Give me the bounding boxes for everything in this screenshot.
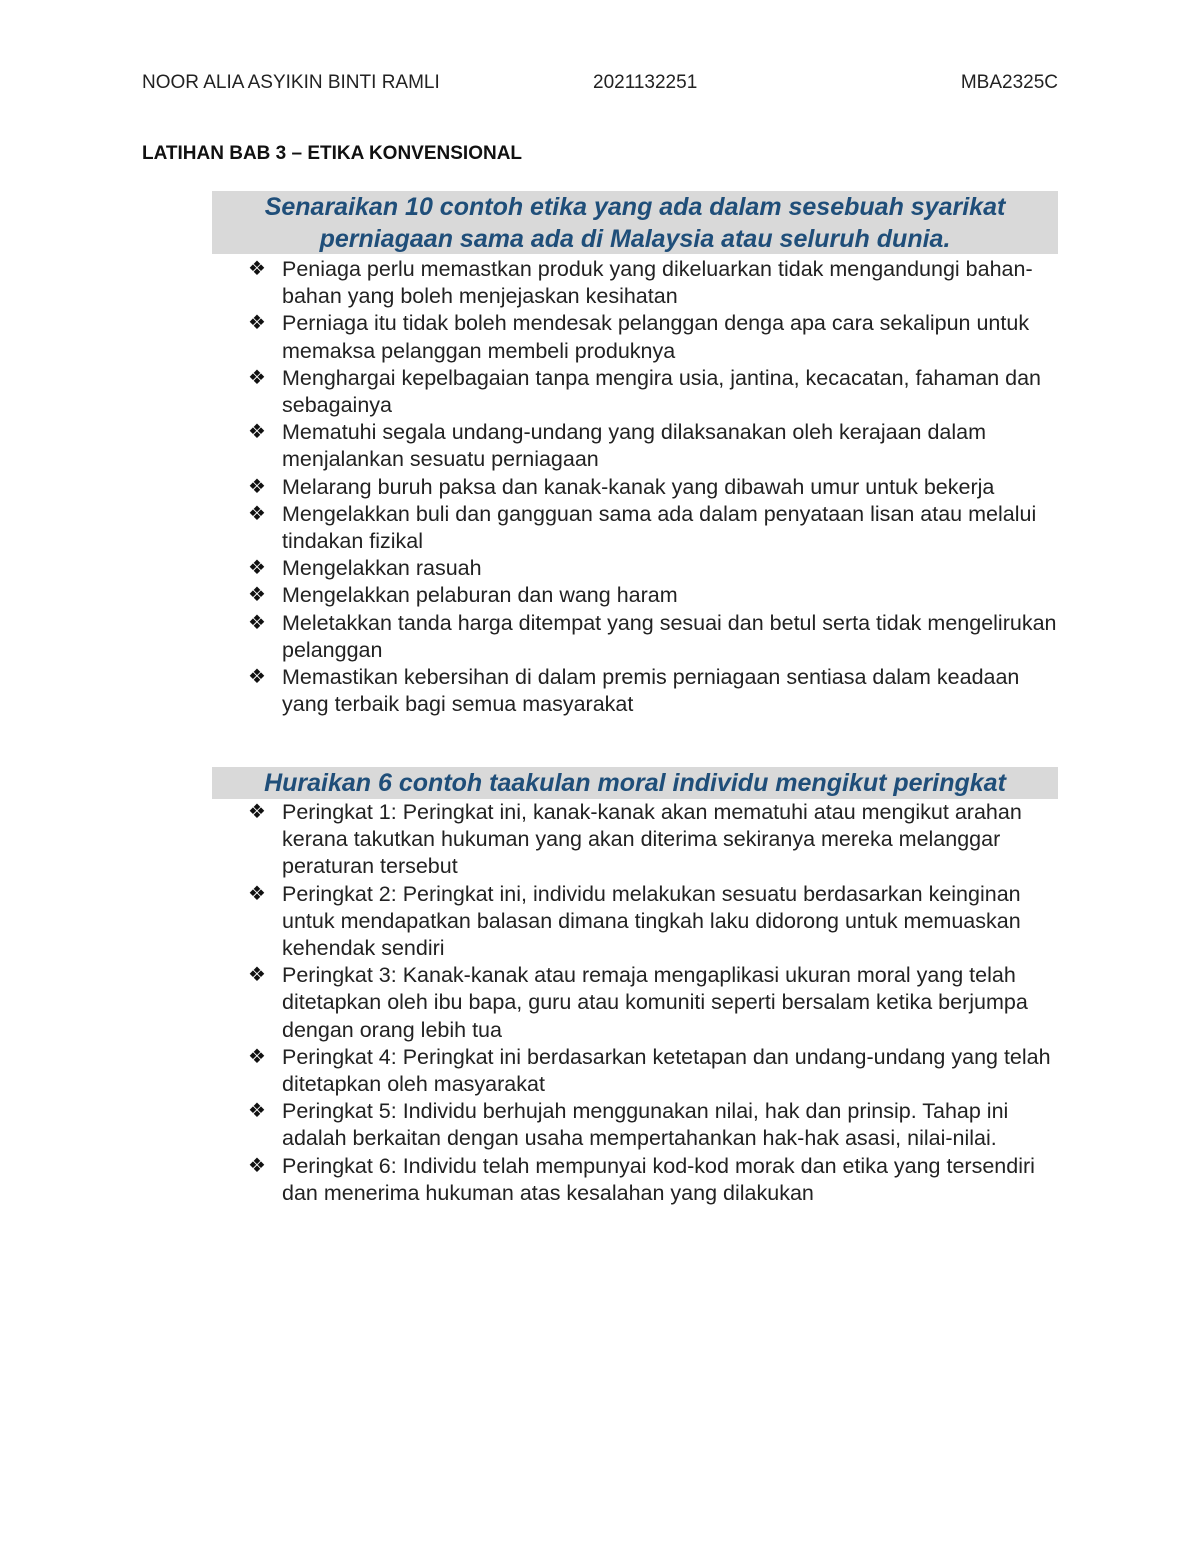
diamond-bullet-icon: ❖ xyxy=(248,1100,266,1123)
list-item xyxy=(248,474,1068,501)
list-item xyxy=(248,962,1068,1044)
list-item xyxy=(248,664,1068,718)
class-code: MBA2325C xyxy=(960,72,1058,93)
list-item xyxy=(248,610,1068,664)
student-name: NOOR ALIA ASYIKIN BINTI RAMLI xyxy=(142,72,440,93)
document-title: LATIHAN BAB 3 – ETIKA KONVENSIONAL xyxy=(142,143,523,164)
list-item xyxy=(248,1153,1068,1207)
diamond-bullet-icon: ❖ xyxy=(248,502,266,525)
list-item-text: Peniaga perlu memastkan produk yang dikeluarkan tidak mengandungi bahan-bahan yang boleh menjejaskan kesihatan xyxy=(282,257,1033,309)
ethics-list xyxy=(248,256,1068,718)
list-item xyxy=(248,256,1068,310)
diamond-bullet-icon: ❖ xyxy=(248,611,266,634)
diamond-bullet-icon: ❖ xyxy=(248,421,266,444)
list-item-text: Peringkat 5: Individu berhujah menggunakan nilai, hak dan prinsip. Tahap ini adalah berkaitan dengan usaha mempertahankan hak-hak asasi, nilai-nilai. xyxy=(282,1099,1009,1151)
list-item-text: Menghargai kepelbagaian tanpa mengira usia, jantina, kecacatan, fahaman dan sebagainya xyxy=(282,365,1041,418)
list-item-text: Peringkat 3: Kanak-kanak atau remaja mengaplikasi ukuran moral yang telah ditetapkan oleh ibu bapa, guru atau komuniti seperti bersalam ketika berjumpa dengan orang lebih tua xyxy=(282,963,1028,1042)
list-item xyxy=(248,1098,1068,1152)
list-item xyxy=(248,310,1068,364)
list-item xyxy=(248,1044,1068,1098)
diamond-bullet-icon: ❖ xyxy=(248,1045,266,1068)
diamond-bullet-icon: ❖ xyxy=(248,666,266,689)
diamond-bullet-icon: ❖ xyxy=(248,258,266,280)
list-item-text: Mengelakkan pelaburan dan wang haram xyxy=(282,583,678,608)
question-2-heading: Huraikan 6 contoh taakulan moral individu mengikut peringkat xyxy=(212,767,1058,799)
list-item-text: Meletakkan tanda harga ditempat yang sesuai dan betul serta tidak mengelirukan pelanggan xyxy=(282,610,1057,662)
list-item-text: Mengelakkan rasuah xyxy=(282,556,482,581)
list-item-text: Mengelakkan buli dan gangguan sama ada dalam penyataan lisan atau melalui tindakan fizikal xyxy=(282,501,1037,554)
page-header xyxy=(142,72,1058,98)
list-item-text: Peringkat 1: Peringkat ini, kanak-kanak akan mematuhi atau mengikut arahan kerana takutkan hukuman yang akan diterima sekiranya mereka melanggar peraturan tersebut xyxy=(282,800,1022,879)
list-item xyxy=(248,799,1068,881)
diamond-bullet-icon: ❖ xyxy=(248,584,266,607)
list-item-text: Peringkat 4: Peringkat ini berdasarkan ketetapan dan undang-undang yang telah ditetapkan oleh masyarakat xyxy=(282,1044,1051,1097)
list-item xyxy=(248,555,1068,582)
list-item xyxy=(248,881,1068,963)
list-item-text: Peringkat 6: Individu telah mempunyai kod-kod morak dan etika yang tersendiri dan menerima hukuman atas kesalahan yang dilakukan xyxy=(282,1153,1035,1205)
list-item xyxy=(248,582,1068,609)
question-1-heading: Senaraikan 10 contoh etika yang ada dalam sesebuah syarikat perniagaan sama ada di Malaysia atau seluruh dunia. xyxy=(212,191,1058,254)
diamond-bullet-icon: ❖ xyxy=(248,312,266,335)
list-item-text: Peringkat 2: Peringkat ini, individu melakukan sesuatu berdasarkan keinginan untuk mendapatkan balasan dimana tingkah laku didorong untuk memuaskan kehendak sendiri xyxy=(282,881,1021,961)
list-item xyxy=(248,419,1068,473)
list-item-text: Mematuhi segala undang-undang yang dilaksanakan oleh kerajaan dalam menjalankan sesuatu perniagaan xyxy=(282,420,987,472)
diamond-bullet-icon: ❖ xyxy=(248,882,266,905)
diamond-bullet-icon: ❖ xyxy=(248,1154,266,1177)
diamond-bullet-icon: ❖ xyxy=(248,557,266,580)
list-item-text: Melarang buruh paksa dan kanak-kanak yang dibawah umur untuk bekerja xyxy=(282,474,995,499)
list-item xyxy=(248,501,1068,555)
diamond-bullet-icon: ❖ xyxy=(248,801,266,823)
diamond-bullet-icon: ❖ xyxy=(248,475,266,498)
list-item-text: Perniaga itu tidak boleh mendesak pelanggan denga apa cara sekalipun untuk memaksa pelanggan membeli produknya xyxy=(282,311,1030,363)
list-item-text: Memastikan kebersihan di dalam premis perniagaan sentiasa dalam keadaan yang terbaik bagi semua masyarakat xyxy=(282,665,1020,717)
diamond-bullet-icon: ❖ xyxy=(248,964,266,987)
student-id: 2021132251 xyxy=(593,72,698,93)
moral-reasoning-list xyxy=(248,799,1068,1207)
list-item xyxy=(248,365,1068,419)
diamond-bullet-icon: ❖ xyxy=(248,366,266,389)
